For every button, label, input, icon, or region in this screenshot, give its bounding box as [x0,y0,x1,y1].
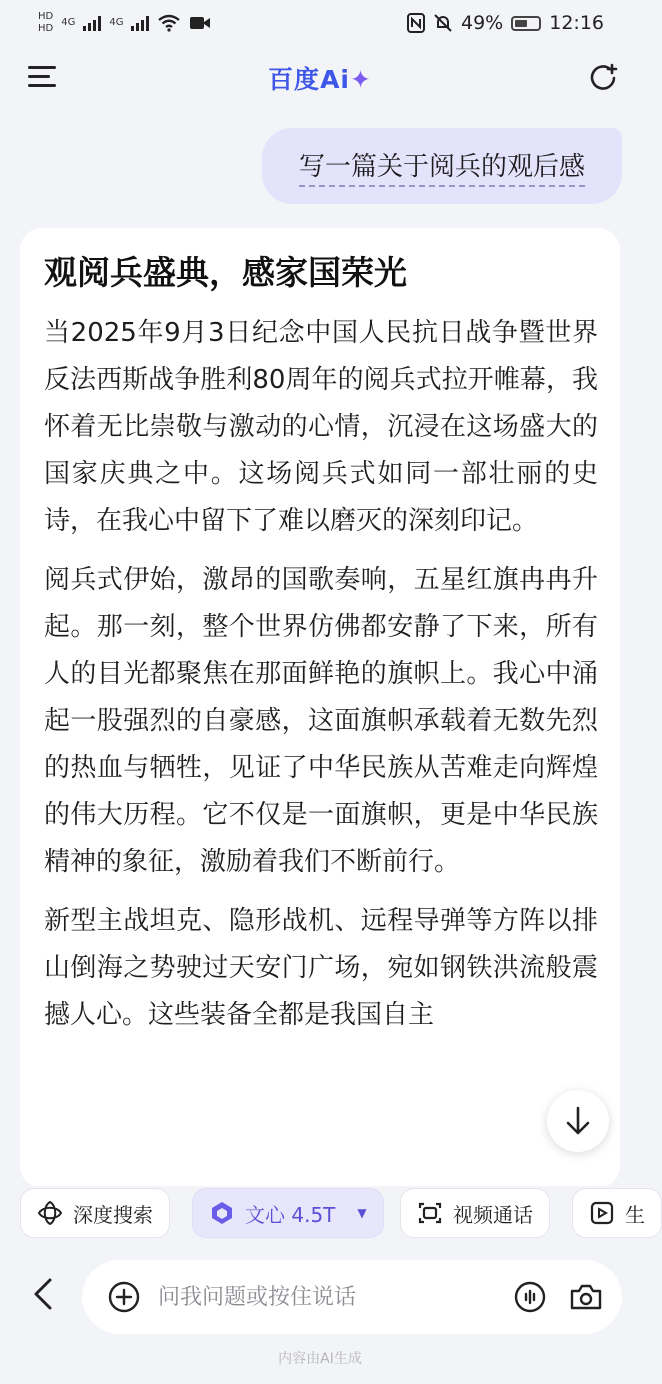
plus-circle-icon [107,1280,141,1314]
deep-search-chip[interactable] [20,1188,170,1238]
add-attachment-button[interactable] [106,1279,142,1315]
ai-generated-note: 内容由AI生成 [278,1351,362,1367]
mute-bell-icon [433,13,453,33]
dropdown-icon: ▼ [357,1206,367,1220]
app-header [0,50,640,106]
status-left [38,12,211,34]
arrow-down-icon [564,1105,592,1137]
new-chat-icon [588,62,620,94]
chip-label: 生 [625,1202,645,1227]
video-call-icon [417,1200,443,1226]
wifi-icon [157,14,181,32]
model-select-chip[interactable] [192,1188,384,1238]
answer-title: 观阅兵盛典，感家国荣光 [44,253,407,292]
user-message-bubble[interactable] [262,128,622,204]
network-type: 4G [61,17,76,28]
generate-icon [589,1200,615,1226]
answer-paragraph: 阅兵式伊始，激昂的国歌奏响，五星红旗冉冉升起。那一刻，整个世界仿佛都安静了下来，所有人的目光都聚焦在那面鲜艳的旗帜上。我心中涌起一股强烈的自豪感，这面旗帜承载着无数先烈的热血与牺牲，见证了中华民族从苦难走向辉煌的伟大历程。它不仅是一面旗帜，更是中华民族精神的象征，激励着我们不断前行。 [44,565,598,877]
voice-button[interactable] [512,1279,548,1315]
nfc-icon [407,13,425,33]
chip-label: 文心 4.5T [245,1202,336,1227]
chat-input-box [82,1260,622,1334]
wenxin-model-icon [209,1200,235,1226]
answer-paragraph: 当2025年9月3日纪念中国人民抗日战争暨世界反法西斯战争胜利80周年的阅兵式拉开帷幕，我怀着无比崇敬与激动的心情，沉浸在这场盛大的国家庆典之中。这场阅兵式如同一部壮丽的史诗，在我心中留下了难以磨灭的深刻印记。 [44,318,598,536]
answer-paragraph: 新型主战坦克、隐形战机、远程导弹等方阵以排山倒海之势驶过天安门广场，宛如钢铁洪流般震撼人心。这些装备全都是我国自主 [44,906,598,1030]
chip-label: 视频通话 [453,1202,533,1227]
status-bar [0,0,640,46]
camera-button[interactable] [568,1279,604,1315]
generate-chip[interactable] [572,1188,662,1238]
chat-input[interactable] [158,1285,512,1310]
back-arrow-icon [28,1274,58,1314]
scroll-down-button[interactable] [547,1090,609,1152]
logo-spark: ✦ [349,65,372,94]
feature-chips [0,1186,645,1242]
answer-card [20,228,620,1188]
chip-label: 深度搜索 [73,1202,153,1227]
hd-badge: HD [38,11,54,22]
logo-ai: Ai [320,65,350,94]
signal-icon [131,15,149,31]
voice-wave-icon [513,1280,547,1314]
clock: 12:16 [549,12,604,34]
input-area [0,1252,640,1342]
video-record-icon [189,15,211,31]
network-type: 4G [109,17,124,28]
hd-badge: HD [38,23,54,34]
user-message-text: 写一篇关于阅兵的观后感 [299,146,585,187]
camera-icon [569,1282,603,1312]
status-right [407,12,604,34]
deep-search-icon [37,1200,63,1226]
battery-icon [511,16,541,31]
menu-icon[interactable] [28,64,58,90]
new-chat-button[interactable] [588,62,620,94]
logo-text: 百度 [268,65,321,94]
back-button[interactable] [28,1274,58,1314]
app-logo [268,60,372,96]
signal-icon [83,15,101,31]
video-call-chip[interactable] [400,1188,550,1238]
battery-percent: 49% [461,12,504,34]
